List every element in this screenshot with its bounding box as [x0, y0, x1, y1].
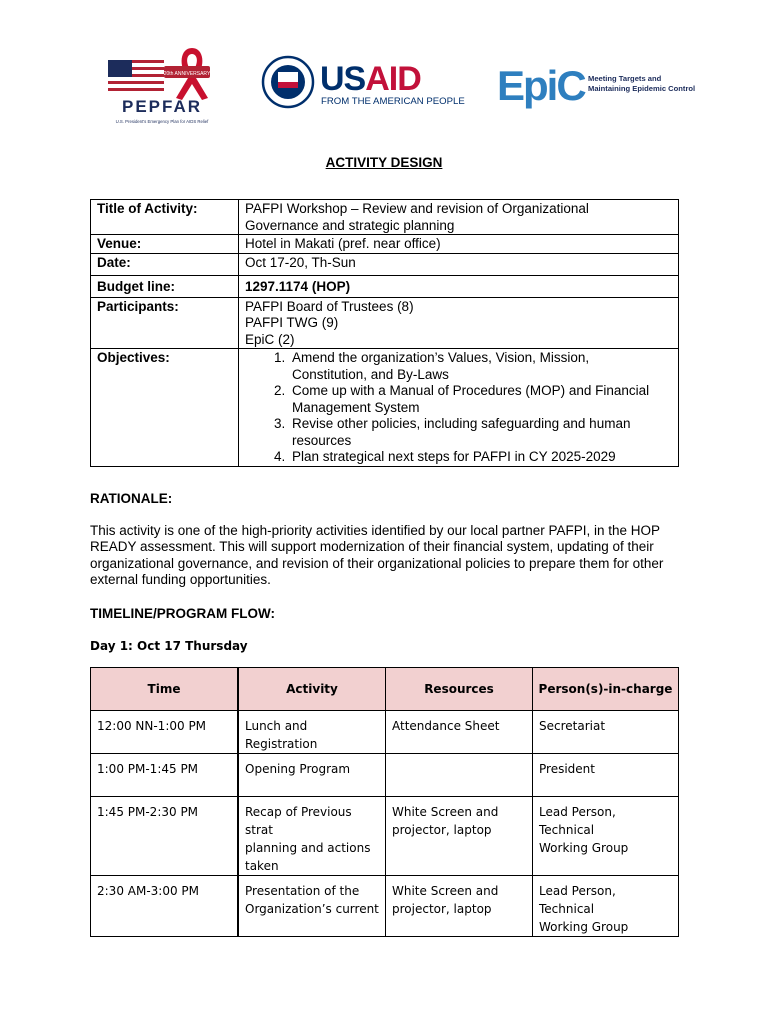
date-value: Oct 17-20, Th-Sun	[239, 253, 679, 275]
participant-item: PAFPI TWG (9)	[245, 315, 339, 330]
pepfar-logo	[106, 44, 224, 126]
resources-cell: Attendance Sheet	[386, 711, 533, 754]
venue-label: Venue:	[91, 235, 239, 254]
time-cell: 12:00 NN-1:00 PM	[91, 711, 239, 754]
document-title: ACTIVITY DESIGN	[325, 155, 443, 170]
pepfar-badge: 20th ANNIVERSARY	[163, 71, 211, 77]
pepfar-subtitle: U.S. President's Emergency Plan for AIDS Relief	[115, 119, 209, 124]
activity-cell: Lunch and Registration	[238, 711, 386, 754]
logo-banner	[0, 40, 768, 130]
date-label: Date:	[91, 253, 239, 275]
epic-tagline-2: Maintaining Epidemic Control	[588, 84, 696, 93]
header-person: Person(s)-in-charge	[533, 668, 679, 711]
objective-item: 3. Revise other policies, including safeguarding and human resources	[289, 416, 672, 449]
title-value: PAFPI Workshop – Review and revision of Organizational Governance and strategic planning	[239, 200, 679, 235]
usaid-logo	[262, 54, 465, 110]
table-row	[91, 711, 679, 754]
timeline-heading: TIMELINE/PROGRAM FLOW:	[90, 606, 275, 621]
resources-cell: White Screen and projector, laptop	[386, 876, 533, 937]
budget-row	[91, 275, 679, 297]
participants-row	[91, 297, 679, 349]
header-time: Time	[91, 668, 239, 711]
table-row	[91, 754, 679, 797]
resources-cell: White Screen and projector, laptop	[386, 797, 533, 876]
budget-label: Budget line:	[91, 275, 239, 297]
activity-cell: Presentation of the Organization’s current	[238, 876, 386, 937]
schedule-table	[90, 667, 679, 937]
objectives-label: Objectives:	[91, 349, 239, 467]
person-cell: President	[533, 754, 679, 797]
time-cell: 1:45 PM-2:30 PM	[91, 797, 239, 876]
epic-tagline-1: Meeting Targets and	[588, 74, 662, 83]
epic-logo	[497, 60, 696, 110]
rationale-paragraph: This activity is one of the high-priority activities identified by our local partner PAFPI, in the HOP READY assessment. This will support modernization of their financial system, updating of their organizational governance, and revision of their organizational policies to prepare them for other external funding opportunities.	[90, 523, 664, 587]
title-row	[91, 200, 679, 235]
usaid-seal-icon	[263, 57, 313, 107]
objective-item: 1. Amend the organization’s Values, Vision, Mission, Constitution, and By-Laws	[289, 350, 672, 383]
pepfar-wordmark: PEPFAR	[121, 97, 203, 116]
person-cell: Secretariat	[533, 711, 679, 754]
venue-value: Hotel in Makati (pref. near office)	[239, 235, 679, 254]
rationale-heading: RATIONALE:	[90, 491, 173, 506]
objectives-list	[245, 350, 672, 466]
time-cell: 1:00 PM-1:45 PM	[91, 754, 239, 797]
header-activity: Activity	[238, 668, 386, 711]
table-row	[91, 797, 679, 876]
objectives-row	[91, 349, 679, 467]
date-row	[91, 253, 679, 275]
activity-cell: Recap of Previous strat planning and actions taken	[238, 797, 386, 876]
usaid-subtitle: FROM THE AMERICAN PEOPLE	[321, 96, 465, 107]
usaid-wordmark: USAID	[320, 60, 421, 98]
day-heading: Day 1: Oct 17 Thursday	[90, 639, 248, 653]
time-cell: 2:30 AM-3:00 PM	[91, 876, 239, 937]
budget-value: 1297.1174 (HOP)	[239, 275, 679, 297]
person-cell: Lead Person, Technical Working Group	[533, 797, 679, 876]
participant-item: EpiC (2)	[245, 331, 295, 347]
resources-cell	[386, 754, 533, 797]
objective-item: 2. Come up with a Manual of Procedures (MOP) and Financial Management System	[289, 383, 672, 416]
participant-item: PAFPI Board of Trustees (8)	[245, 298, 414, 314]
objective-item: 4. Plan strategical next steps for PAFPI in CY 2025-2029	[289, 449, 672, 466]
activity-info-table	[90, 199, 679, 467]
schedule-header-row	[91, 668, 679, 711]
title-label: Title of Activity:	[91, 200, 239, 235]
objectives-value	[239, 349, 679, 467]
participants-value	[239, 297, 679, 349]
table-row	[91, 876, 679, 937]
venue-row	[91, 235, 679, 254]
us-flag-icon	[108, 60, 164, 92]
participants-label: Participants:	[91, 297, 239, 349]
activity-cell: Opening Program	[238, 754, 386, 797]
epic-wordmark: EpiC	[497, 62, 585, 109]
header-resources: Resources	[386, 668, 533, 711]
person-cell: Lead Person, Technical Working Group	[533, 876, 679, 937]
